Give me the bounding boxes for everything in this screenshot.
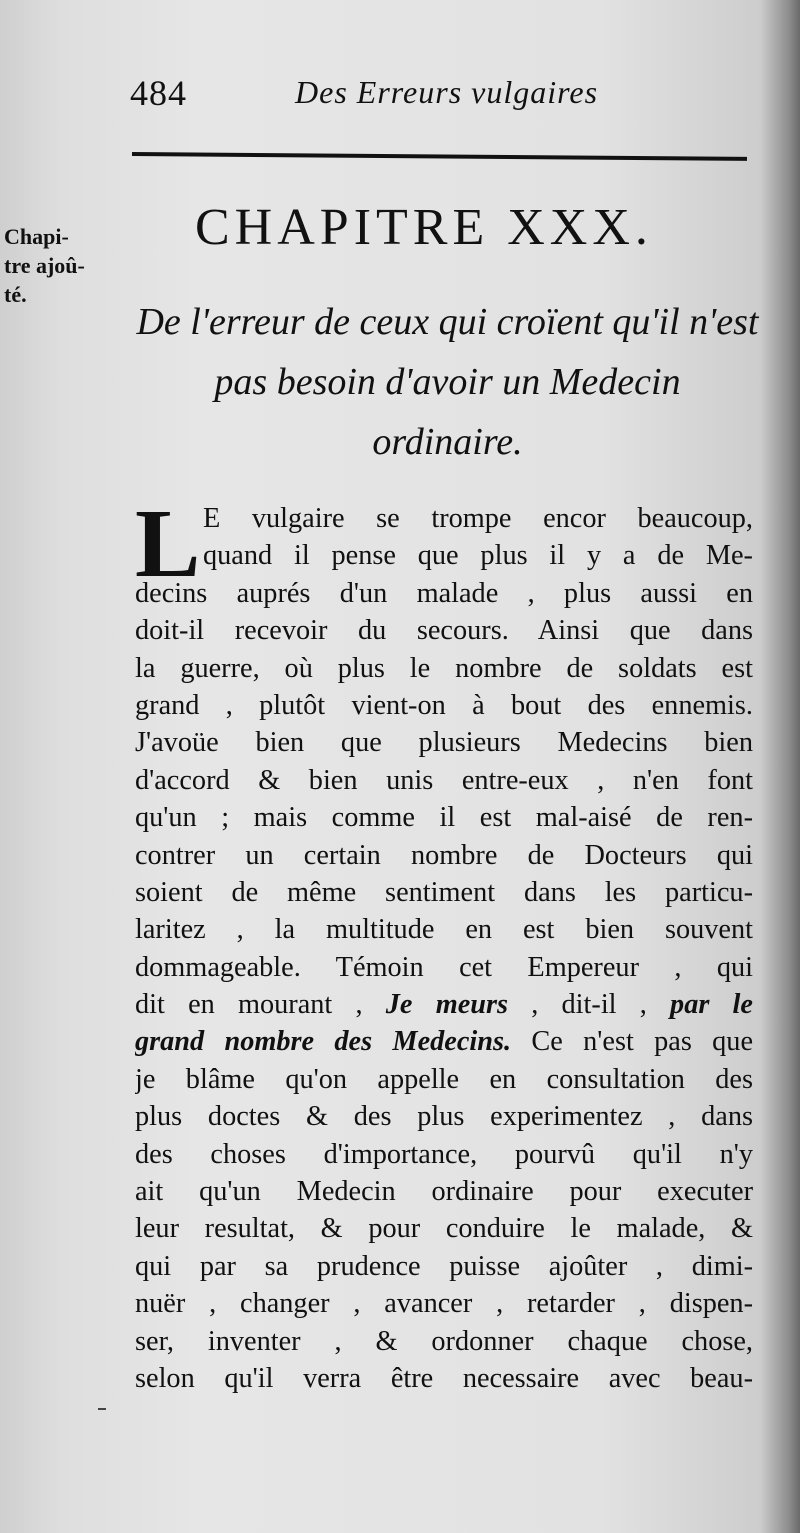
subtitle-line: pas besoin d'avoir un Medecin <box>214 361 681 403</box>
body-line: decins auprés d'un malade , plus aussi en <box>135 577 753 609</box>
body-line: selon qu'il verra être necessaire avec beau- <box>135 1362 753 1394</box>
body-line: doit-il recevoir du secours. Ainsi que dans <box>135 615 753 647</box>
body-line-mixed <box>135 1023 753 1060</box>
body-line: J'avoüe bien que plusieurs Medecins bien <box>135 727 753 759</box>
body-line: soient de même sentiment dans les particu- <box>135 876 753 908</box>
margin-note-line: té. <box>4 282 27 307</box>
subtitle-line: De l'erreur de ceux qui croïent qu'il n'est <box>136 301 759 343</box>
body-text <box>135 490 753 1397</box>
body-line: la guerre, où plus le nombre de soldats est <box>135 652 753 684</box>
body-segment-italic: par le <box>670 989 753 1021</box>
body-line: je blâme qu'on appelle en consultation des <box>135 1063 753 1095</box>
subtitle-line: ordinaire. <box>372 421 523 463</box>
body-segment: Ce n'est pas que <box>531 1026 753 1058</box>
body-line: d'accord & bien unis entre-eux , n'en font <box>135 764 753 796</box>
margin-note-line: tre ajoû- <box>4 253 85 278</box>
chapter-subtitle <box>135 292 760 472</box>
body-line: qu'un ; mais comme il est mal-aisé de ren- <box>135 802 753 834</box>
body-line: ait qu'un Medecin ordinaire pour executer <box>135 1176 753 1208</box>
drop-cap: L <box>135 490 201 598</box>
body-segment-italic: grand nombre des Medecins. <box>135 1026 512 1058</box>
body-line: qui par sa prudence puisse ajoûter , dimi- <box>135 1250 753 1282</box>
body-segment: , dit-il , <box>531 989 647 1021</box>
body-line-mixed <box>135 986 753 1023</box>
chapter-title: CHAPITRE XXX. <box>195 199 653 256</box>
page-header <box>130 62 750 122</box>
body-segment-italic: Je meurs <box>385 989 509 1021</box>
running-head: Des Erreurs vulgaires <box>295 74 599 110</box>
header-rule <box>132 152 747 161</box>
body-line: dommageable. Témoin cet Empereur , qui <box>135 951 753 983</box>
print-smudge <box>98 1408 106 1410</box>
body-line: contrer un certain nombre de Docteurs qui <box>135 839 753 871</box>
margin-note <box>4 222 114 309</box>
body-segment: dit en mourant , <box>135 989 386 1021</box>
page-number: 484 <box>130 73 187 113</box>
body-line: laritez , la multitude en est bien souvent <box>135 914 753 946</box>
body-line: grand , plutôt vient-on à bout des ennemis. <box>135 689 753 721</box>
body-line: des choses d'importance, pourvû qu'il n'y <box>135 1138 753 1170</box>
body-line: plus doctes & des plus experimentez , dans <box>135 1101 753 1133</box>
body-line: nuër , changer , avancer , retarder , dispen- <box>135 1288 753 1320</box>
margin-note-line: Chapi- <box>4 224 69 249</box>
body-line: leur resultat, & pour conduire le malade, & <box>135 1213 753 1245</box>
body-line: E vulgaire se trompe encor beaucoup, <box>203 503 753 534</box>
body-line: quand il pense que plus il y a de Me- <box>203 540 753 572</box>
body-line: ser, inventer , & ordonner chaque chose, <box>135 1325 753 1357</box>
